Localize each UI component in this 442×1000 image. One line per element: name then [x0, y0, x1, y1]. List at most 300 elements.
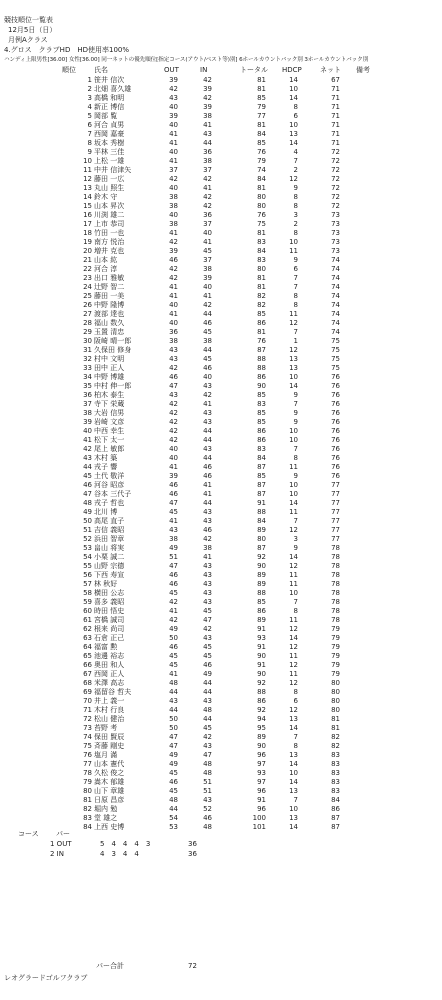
cell-in: 41	[203, 481, 212, 489]
cell-total: 85	[257, 418, 266, 426]
cell-name: 小栗 誠二	[94, 553, 125, 561]
cell-rank: 79	[83, 778, 92, 786]
cell-net: 73	[331, 238, 340, 246]
cell-net: 74	[331, 283, 340, 291]
cell-name: 久保田 修身	[94, 346, 132, 354]
table-row	[0, 418, 442, 427]
cell-out: 48	[169, 679, 178, 687]
cell-name: 中西 幸生	[94, 427, 125, 435]
cell-rank: 28	[83, 319, 92, 327]
cell-hdcp: 14	[289, 499, 298, 507]
cell-in: 44	[203, 688, 212, 696]
table-row	[0, 625, 442, 634]
cell-name: 横田 公志	[94, 589, 125, 597]
cell-net: 78	[331, 607, 340, 615]
cell-rank: 29	[83, 328, 92, 336]
cell-name: 池邊 裕志	[94, 652, 125, 660]
cell-name: 奥田 和人	[94, 661, 125, 669]
cell-net: 82	[331, 733, 340, 741]
cell-name: 西岡 正人	[94, 670, 125, 678]
cell-out: 49	[169, 544, 178, 552]
cell-hdcp: 8	[293, 454, 298, 462]
cell-net: 76	[331, 409, 340, 417]
table-row	[0, 292, 442, 301]
table-row	[0, 148, 442, 157]
cell-hdcp: 12	[289, 625, 298, 633]
cell-total: 85	[257, 472, 266, 480]
cell-in: 46	[203, 814, 212, 822]
par-total-label: パー合計	[96, 962, 124, 970]
cell-in: 44	[203, 427, 212, 435]
table-row	[0, 229, 442, 238]
cell-total: 83	[257, 238, 266, 246]
event-date: 12月5日（日）	[8, 26, 57, 34]
cell-net: 77	[331, 535, 340, 543]
cell-net: 79	[331, 625, 340, 633]
cell-hdcp: 7	[293, 796, 298, 804]
cell-rank: 31	[83, 346, 92, 354]
cell-name: 久松 俊之	[94, 769, 125, 777]
cell-rank: 3	[87, 94, 92, 102]
conditions: 4.グロス クラブHD HD使用率100%	[4, 46, 129, 54]
cell-net: 79	[331, 643, 340, 651]
cell-name: 上松 一雄	[94, 157, 125, 165]
cell-net: 72	[331, 175, 340, 183]
cell-hdcp: 12	[289, 319, 298, 327]
doc-title: 競技順位一覧表	[4, 16, 53, 24]
cell-hdcp: 10	[289, 805, 298, 813]
table-row	[0, 355, 442, 364]
cell-name: 堀内 勉	[94, 805, 118, 813]
cell-name: 北畑 喜久雄	[94, 85, 132, 93]
cell-hdcp: 7	[293, 445, 298, 453]
cell-in: 39	[203, 103, 212, 111]
cell-total: 81	[257, 76, 266, 84]
cell-in: 42	[203, 76, 212, 84]
cell-hdcp: 12	[289, 562, 298, 570]
cell-net: 71	[331, 85, 340, 93]
cell-rank: 62	[83, 625, 92, 633]
cell-hdcp: 10	[289, 85, 298, 93]
cell-net: 74	[331, 301, 340, 309]
cell-rank: 44	[83, 463, 92, 471]
cell-rank: 58	[83, 589, 92, 597]
cell-rank: 16	[83, 211, 92, 219]
cell-name: 西岡 嘉豪	[94, 130, 125, 138]
cell-hdcp: 12	[289, 661, 298, 669]
cell-name: 南方 悦治	[94, 238, 125, 246]
cell-net: 74	[331, 292, 340, 300]
cell-rank: 52	[83, 535, 92, 543]
cell-out: 38	[169, 535, 178, 543]
cell-in: 47	[203, 751, 212, 759]
cell-hdcp: 2	[293, 166, 298, 174]
cell-out: 40	[169, 184, 178, 192]
cell-total: 85	[257, 391, 266, 399]
cell-name: 保田 賢辰	[94, 733, 125, 741]
cell-net: 80	[331, 688, 340, 696]
cell-net: 78	[331, 571, 340, 579]
cell-total: 89	[257, 580, 266, 588]
cell-net: 87	[331, 814, 340, 822]
cell-hdcp: 13	[289, 130, 298, 138]
cell-in: 40	[203, 373, 212, 381]
table-row	[0, 364, 442, 373]
cell-out: 46	[169, 778, 178, 786]
table-row	[0, 715, 442, 724]
cell-hdcp: 7	[293, 328, 298, 336]
cell-out: 46	[169, 490, 178, 498]
cell-hdcp: 14	[289, 760, 298, 768]
col-name: 氏名	[94, 66, 108, 74]
cell-in: 42	[203, 535, 212, 543]
cell-out: 38	[169, 202, 178, 210]
cell-in: 46	[203, 364, 212, 372]
cell-total: 93	[257, 634, 266, 642]
cell-in: 46	[203, 526, 212, 534]
cell-rank: 55	[83, 562, 92, 570]
cell-in: 37	[203, 220, 212, 228]
cell-in: 43	[203, 517, 212, 525]
cell-total: 81	[257, 328, 266, 336]
cell-total: 84	[257, 175, 266, 183]
cell-total: 86	[257, 427, 266, 435]
cell-total: 76	[257, 148, 266, 156]
cell-hdcp: 7	[293, 157, 298, 165]
cell-hdcp: 8	[293, 229, 298, 237]
cell-hdcp: 12	[289, 643, 298, 651]
cell-hdcp: 8	[293, 688, 298, 696]
table-row	[0, 274, 442, 283]
cell-out: 40	[169, 148, 178, 156]
cell-in: 44	[203, 499, 212, 507]
cell-name: 竹田 一也	[94, 229, 125, 237]
cell-net: 74	[331, 274, 340, 282]
cell-name: 河合 淳	[94, 265, 118, 273]
cell-net: 71	[331, 94, 340, 102]
cell-hdcp: 12	[289, 679, 298, 687]
table-row	[0, 742, 442, 751]
cell-hdcp: 10	[289, 238, 298, 246]
cell-hdcp: 10	[289, 490, 298, 498]
cell-in: 38	[203, 265, 212, 273]
cell-total: 92	[257, 679, 266, 687]
cell-out: 42	[169, 598, 178, 606]
cell-out: 46	[169, 481, 178, 489]
cell-name: 中井 信津矢	[94, 166, 132, 174]
cell-out: 50	[169, 634, 178, 642]
cell-net: 78	[331, 589, 340, 597]
cell-out: 41	[169, 463, 178, 471]
cell-in: 43	[203, 130, 212, 138]
cell-rank: 9	[87, 148, 92, 156]
cell-total: 90	[257, 742, 266, 750]
cell-name: 喜多 義昭	[94, 598, 125, 606]
cell-hdcp: 13	[289, 364, 298, 372]
cell-net: 76	[331, 382, 340, 390]
cell-net: 86	[331, 805, 340, 813]
cell-in: 48	[203, 769, 212, 777]
cell-net: 73	[331, 247, 340, 255]
cell-out: 41	[169, 283, 178, 291]
cell-hdcp: 6	[293, 265, 298, 273]
cell-out: 41	[169, 310, 178, 318]
table-row	[0, 643, 442, 652]
cell-total: 85	[257, 409, 266, 417]
cell-rank: 51	[83, 526, 92, 534]
cell-net: 78	[331, 553, 340, 561]
cell-rank: 27	[83, 310, 92, 318]
cell-total: 80	[257, 535, 266, 543]
cell-in: 45	[203, 247, 212, 255]
cell-name: 辻野 智二	[94, 283, 125, 291]
cell-hdcp: 10	[289, 769, 298, 777]
cell-net: 76	[331, 445, 340, 453]
cell-total: 84	[257, 130, 266, 138]
par-total-row	[0, 962, 442, 971]
cell-hdcp: 2	[293, 220, 298, 228]
col-rank: 順位	[62, 66, 76, 74]
cell-name: 山下 章雄	[94, 787, 125, 795]
par-total-value: 72	[188, 962, 197, 970]
table-row	[0, 301, 442, 310]
cell-hdcp: 11	[289, 670, 298, 678]
cell-net: 76	[331, 400, 340, 408]
table-row	[0, 616, 442, 625]
cell-total: 93	[257, 769, 266, 777]
cell-net: 74	[331, 265, 340, 273]
table-row	[0, 427, 442, 436]
cell-hdcp: 3	[293, 535, 298, 543]
cell-hdcp: 11	[289, 580, 298, 588]
cell-net: 82	[331, 742, 340, 750]
cell-hdcp: 8	[293, 742, 298, 750]
cell-out: 40	[169, 301, 178, 309]
cell-in: 48	[203, 706, 212, 714]
cell-hdcp: 1	[293, 337, 298, 345]
cell-name: 坂本 秀樹	[94, 139, 125, 147]
cell-total: 100	[252, 814, 266, 822]
cell-name: 岩崎 文彦	[94, 418, 125, 426]
cell-total: 97	[257, 778, 266, 786]
cell-in: 38	[203, 337, 212, 345]
cell-total: 95	[257, 724, 266, 732]
cell-in: 44	[203, 454, 212, 462]
cell-name: 玉置 清忠	[94, 328, 125, 336]
cell-net: 83	[331, 778, 340, 786]
cell-in: 42	[203, 733, 212, 741]
table-row	[0, 688, 442, 697]
cell-total: 87	[257, 481, 266, 489]
cell-name: 渡部 達也	[94, 310, 125, 318]
cell-in: 45	[203, 607, 212, 615]
cell-name: 福山 数久	[94, 319, 125, 327]
club-name: レオグラードゴルフクラブ	[4, 974, 88, 982]
cell-hdcp: 13	[289, 814, 298, 822]
cell-net: 76	[331, 427, 340, 435]
cell-name: 中野 隆博	[94, 301, 125, 309]
cell-total: 83	[257, 445, 266, 453]
cell-in: 43	[203, 589, 212, 597]
table-row	[0, 733, 442, 742]
cell-out: 42	[169, 175, 178, 183]
cell-in: 43	[203, 562, 212, 570]
cell-out: 42	[169, 274, 178, 282]
cell-net: 73	[331, 229, 340, 237]
cell-net: 75	[331, 337, 340, 345]
cell-total: 74	[257, 166, 266, 174]
cell-hdcp: 9	[293, 184, 298, 192]
cell-net: 76	[331, 463, 340, 471]
cell-out: 53	[169, 823, 178, 831]
cell-name: 北川 博	[94, 508, 118, 516]
table-row	[0, 265, 442, 274]
cell-net: 72	[331, 157, 340, 165]
cell-hdcp: 6	[293, 112, 298, 120]
cell-name: 堂 雄之	[94, 814, 118, 822]
table-row	[0, 490, 442, 499]
table-row	[0, 382, 442, 391]
cell-rank: 8	[87, 139, 92, 147]
cell-net: 80	[331, 706, 340, 714]
cell-name: 下西 寿宣	[94, 571, 125, 579]
cell-total: 91	[257, 499, 266, 507]
cell-hdcp: 10	[289, 589, 298, 597]
cell-out: 43	[169, 94, 178, 102]
cell-net: 79	[331, 634, 340, 642]
table-row	[0, 328, 442, 337]
cell-rank: 53	[83, 544, 92, 552]
cell-rank: 36	[83, 391, 92, 399]
cell-total: 86	[257, 319, 266, 327]
cell-in: 49	[203, 670, 212, 678]
cell-out: 41	[169, 292, 178, 300]
cell-in: 46	[203, 661, 212, 669]
cell-out: 42	[169, 616, 178, 624]
cell-in: 41	[203, 184, 212, 192]
cell-hdcp: 11	[289, 652, 298, 660]
cell-out: 38	[169, 337, 178, 345]
cell-hdcp: 11	[289, 508, 298, 516]
cell-net: 81	[331, 724, 340, 732]
cell-net: 71	[331, 112, 340, 120]
cell-total: 88	[257, 508, 266, 516]
cell-in: 45	[203, 643, 212, 651]
cell-net: 71	[331, 103, 340, 111]
table-row	[0, 85, 442, 94]
table-row	[0, 589, 442, 598]
cell-out: 49	[169, 751, 178, 759]
cell-total: 83	[257, 256, 266, 264]
cell-rank: 30	[83, 337, 92, 345]
cell-rank: 35	[83, 382, 92, 390]
col-out: OUT	[164, 66, 179, 74]
cell-out: 50	[169, 724, 178, 732]
cell-out: 42	[169, 409, 178, 417]
cell-net: 83	[331, 760, 340, 768]
table-row	[0, 580, 442, 589]
cell-out: 45	[169, 661, 178, 669]
cell-net: 77	[331, 517, 340, 525]
table-row	[0, 544, 442, 553]
cell-total: 86	[257, 607, 266, 615]
cell-name: 笹井 信次	[94, 76, 125, 84]
cell-rank: 60	[83, 607, 92, 615]
cell-name: 嵩木 郁雄	[94, 778, 125, 786]
cell-net: 80	[331, 697, 340, 705]
cell-rank: 76	[83, 751, 92, 759]
cell-hdcp: 8	[293, 193, 298, 201]
table-row	[0, 607, 442, 616]
cell-total: 92	[257, 706, 266, 714]
cell-rank: 70	[83, 697, 92, 705]
cell-hdcp: 7	[293, 733, 298, 741]
table-row	[0, 238, 442, 247]
cell-name: 木村 行良	[94, 706, 125, 714]
cell-name: 上市 恭司	[94, 220, 125, 228]
cell-name: 戎子 哲也	[94, 499, 125, 507]
cell-name: 鈴木 守	[94, 193, 118, 201]
cell-hdcp: 7	[293, 598, 298, 606]
cell-name: 高尾 直子	[94, 517, 125, 525]
table-row	[0, 553, 442, 562]
cell-rank: 77	[83, 760, 92, 768]
cell-total: 85	[257, 139, 266, 147]
cell-hdcp: 8	[293, 607, 298, 615]
cell-rank: 42	[83, 445, 92, 453]
cell-in: 51	[203, 787, 212, 795]
cell-total: 91	[257, 796, 266, 804]
cell-in: 36	[203, 148, 212, 156]
cell-name: 山本 昇次	[94, 202, 125, 210]
cell-out: 42	[169, 238, 178, 246]
cell-rank: 63	[83, 634, 92, 642]
table-row	[0, 436, 442, 445]
cell-out: 41	[169, 157, 178, 165]
cell-net: 74	[331, 310, 340, 318]
cell-name: 苔野 考	[94, 724, 118, 732]
cell-rank: 4	[87, 103, 92, 111]
cell-net: 75	[331, 346, 340, 354]
cell-out: 41	[169, 139, 178, 147]
cell-total: 80	[257, 193, 266, 201]
cell-hdcp: 11	[289, 616, 298, 624]
cell-hdcp: 9	[293, 418, 298, 426]
cell-hdcp: 12	[289, 706, 298, 714]
cell-in: 43	[203, 634, 212, 642]
table-row	[0, 283, 442, 292]
cell-total: 86	[257, 373, 266, 381]
cell-hdcp: 11	[289, 463, 298, 471]
cell-total: 89	[257, 571, 266, 579]
cell-net: 83	[331, 769, 340, 777]
cell-name: 藤田 一美	[94, 292, 125, 300]
cell-name: 宮橋 誠司	[94, 616, 125, 624]
cell-name: 大岩 信男	[94, 409, 125, 417]
cell-name: 林 秋好	[94, 580, 118, 588]
cell-net: 79	[331, 652, 340, 660]
cell-in: 43	[203, 445, 212, 453]
cell-rank: 7	[87, 130, 92, 138]
cell-in: 47	[203, 616, 212, 624]
cell-hdcp: 9	[293, 544, 298, 552]
col-in: IN	[200, 66, 208, 74]
cell-total: 85	[257, 310, 266, 318]
cell-hdcp: 11	[289, 247, 298, 255]
cell-total: 79	[257, 157, 266, 165]
cell-name: 尾上 敏郎	[94, 445, 125, 453]
cell-name: 山野 宗德	[94, 562, 125, 570]
